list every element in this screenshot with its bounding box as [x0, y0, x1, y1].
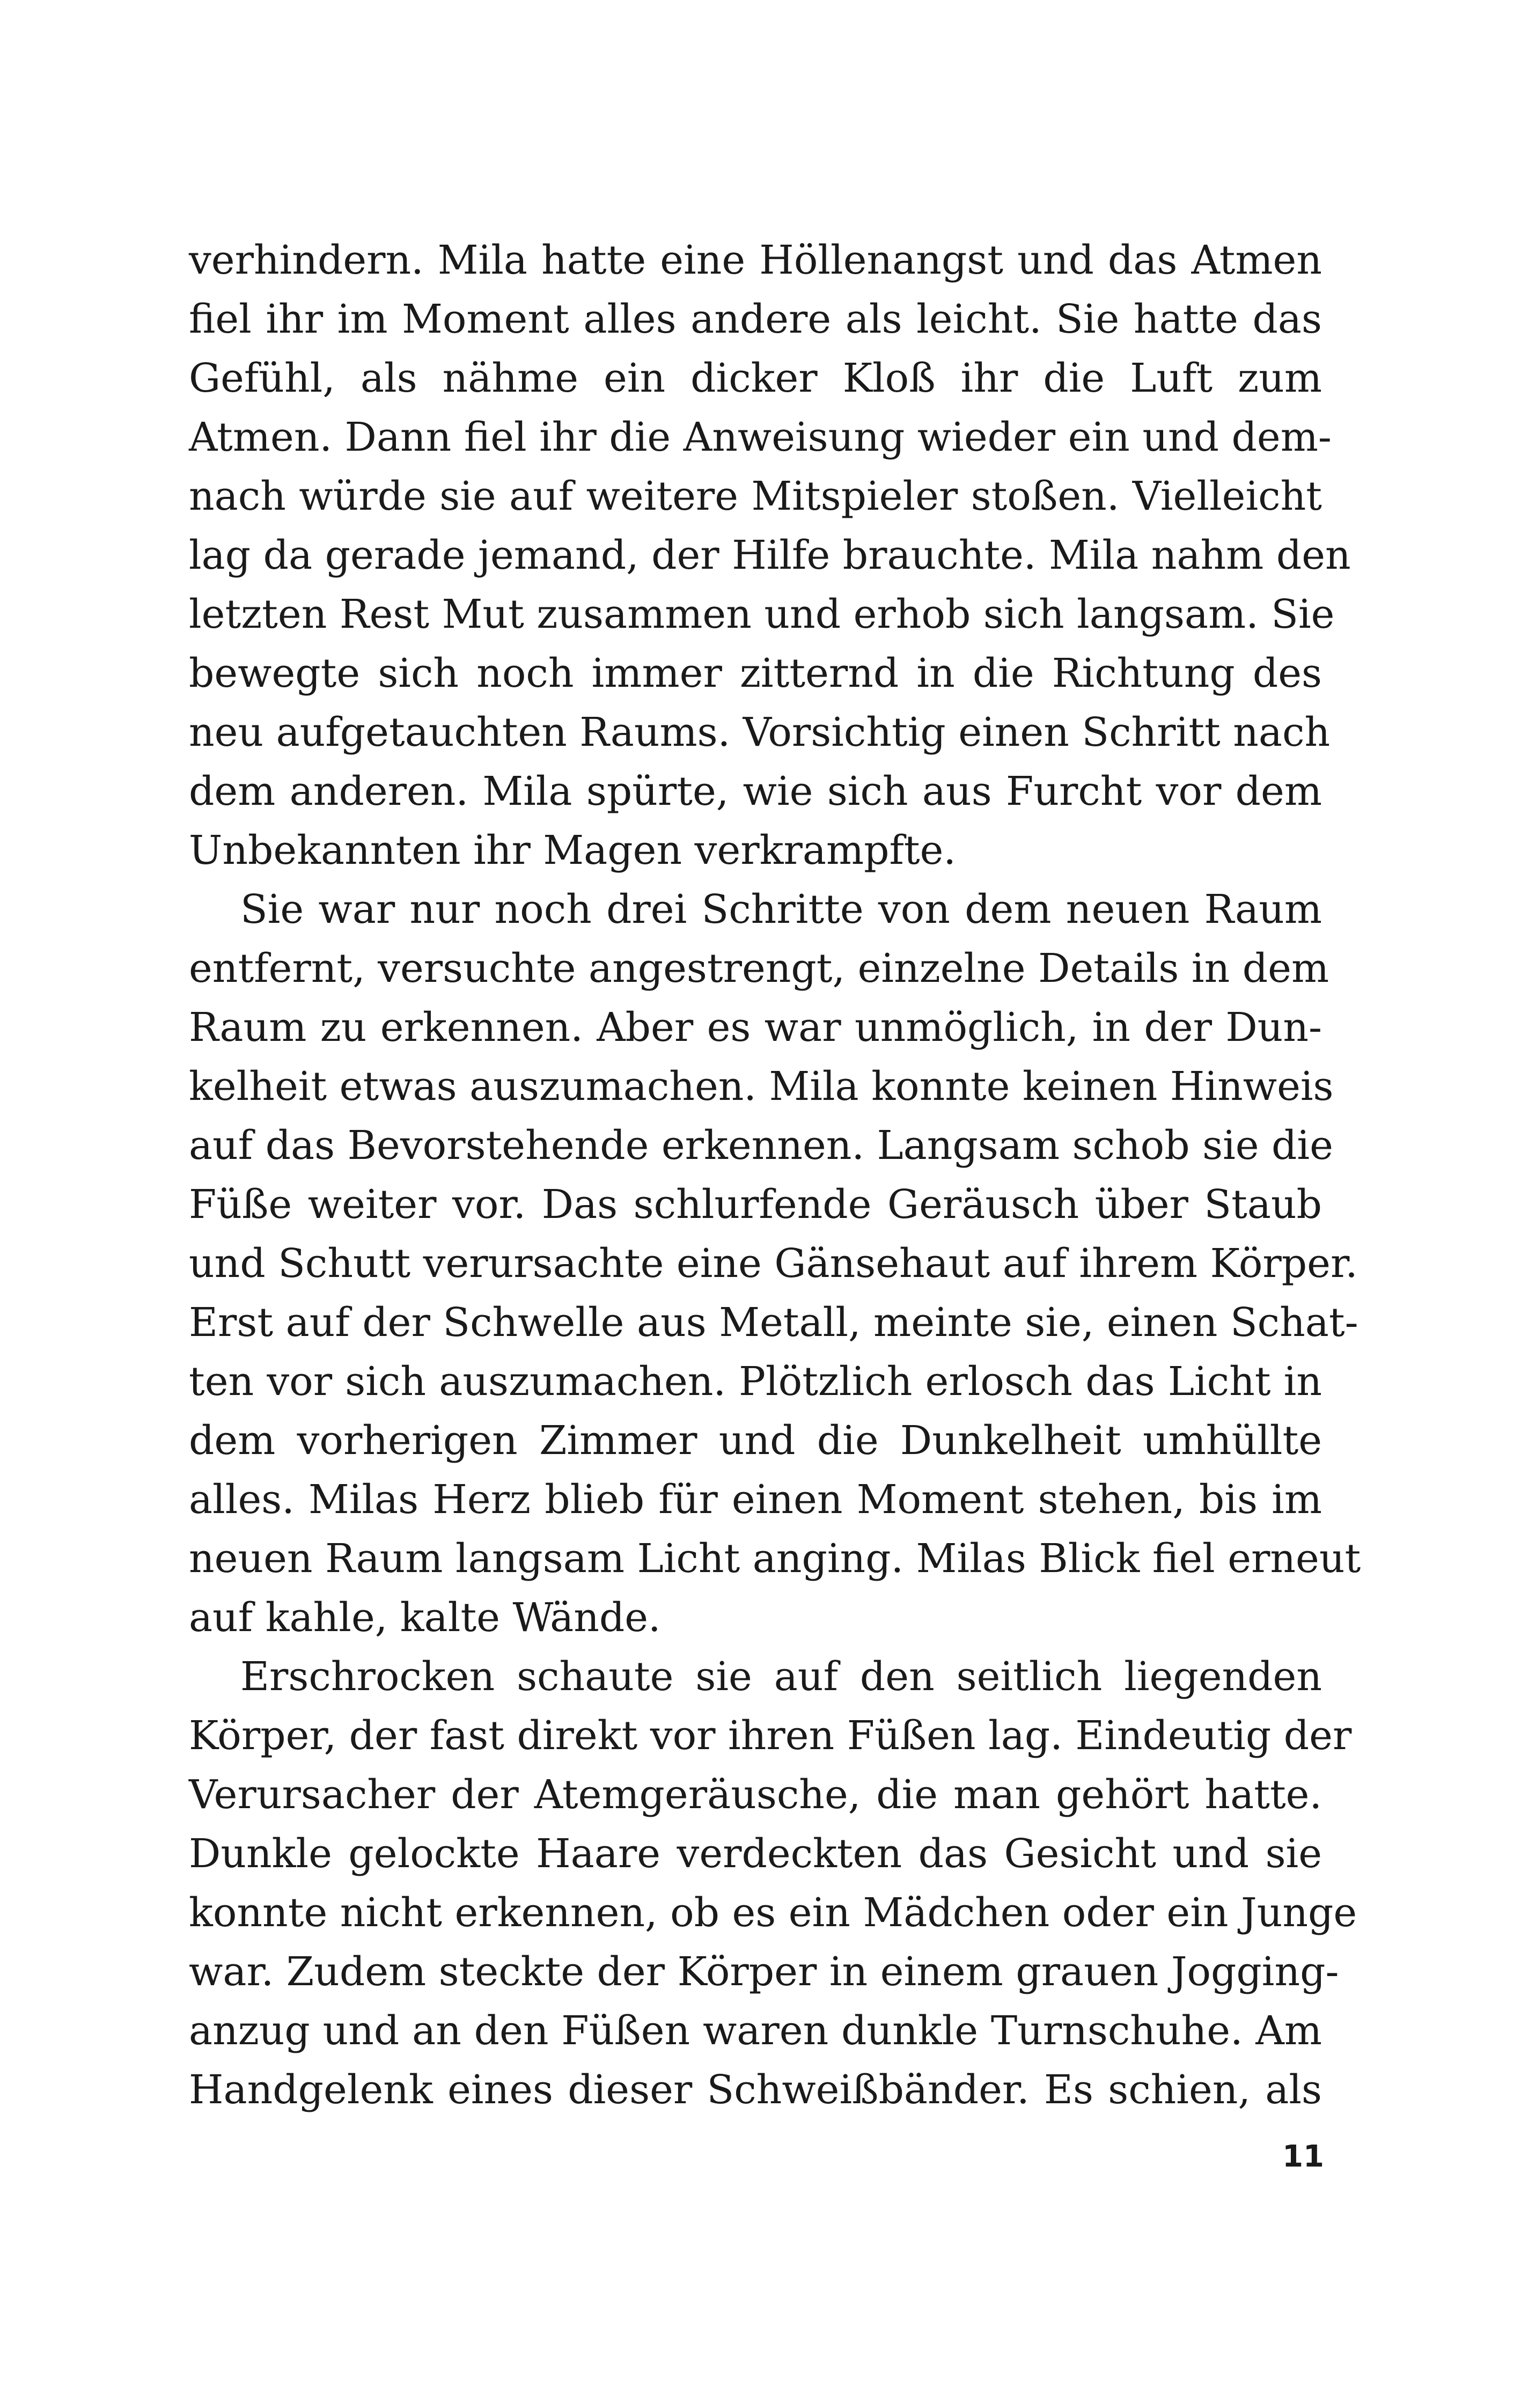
- text-line: Handgelenk eines dieser Schweißbänder. Es schien, als: [189, 2067, 1322, 2113]
- text-line: und Schutt verursachte eine Gänsehaut auf ihrem Körper.: [189, 1240, 1358, 1287]
- text-line: fiel ihr im Moment alles andere als leicht. Sie hatte das: [189, 296, 1322, 342]
- text-line: Dunkle gelockte Haare verdeckten das Gesicht und sie: [189, 1831, 1322, 1877]
- text-line: lag da gerade jemand, der Hilfe brauchte. Mila nahm den: [189, 532, 1351, 578]
- paragraph: [189, 1647, 1357, 2119]
- text-line: neu aufgetauchten Raums. Vorsichtig einen Schritt nach: [189, 709, 1331, 755]
- text-line: dem vorherigen Zimmer und die Dunkelheit umhüllte: [189, 1418, 1322, 1464]
- text-line: bewegte sich noch immer zitternd in die Richtung des: [189, 650, 1322, 696]
- text-line: kelheit etwas auszumachen. Mila konnte keinen Hinweis: [189, 1063, 1334, 1110]
- text-line: war. Zudem steckte der Körper in einem grauen Jogging-: [189, 1949, 1339, 1995]
- text-line: auf kahle, kalte Wände.: [189, 1595, 661, 1641]
- text-line: Körper, der fast direkt vor ihren Füßen lag. Eindeutig der: [189, 1713, 1352, 1759]
- paragraph: [189, 231, 1351, 880]
- text-line: letzten Rest Mut zusammen und erhob sich langsam. Sie: [189, 591, 1335, 637]
- text-line: alles. Milas Herz blieb für einen Moment stehen, bis im: [189, 1477, 1322, 1523]
- text-line: dem anderen. Mila spürte, wie sich aus Furcht vor dem: [189, 768, 1322, 814]
- page-number: 11: [1282, 2139, 1324, 2174]
- text-line: Erst auf der Schwelle aus Metall, meinte sie, einen Schat-: [189, 1300, 1358, 1346]
- text-line: Raum zu erkennen. Aber es war unmöglich, in der Dun-: [189, 1004, 1322, 1051]
- body-text: [189, 231, 1361, 2119]
- text-line: Gefühl, als nähme ein dicker Kloß ihr die Luft zum: [189, 355, 1322, 401]
- text-line: ten vor sich auszumachen. Plötzlich erlosch das Licht in: [189, 1359, 1322, 1405]
- text-line: Verursacher der Atemgeräusche, die man gehört hatte.: [189, 1772, 1322, 1818]
- text-line: Atmen. Dann fiel ihr die Anweisung wieder ein und dem-: [189, 414, 1332, 460]
- text-line: Erschrocken schaute sie auf den seitlich liegenden: [240, 1654, 1322, 1700]
- text-line: Unbekannten ihr Magen verkrampfte.: [189, 827, 956, 873]
- text-line: entfernt, versuchte angestrengt, einzelne Details in dem: [189, 945, 1329, 992]
- text-line: Füße weiter vor. Das schlurfende Geräusch über Staub: [189, 1181, 1322, 1228]
- paragraph: [189, 880, 1361, 1647]
- text-line: verhindern. Mila hatte eine Höllenangst und das Atmen: [189, 237, 1322, 283]
- text-line: neuen Raum langsam Licht anging. Milas Blick fiel erneut: [189, 1536, 1361, 1582]
- text-line: auf das Bevorstehende erkennen. Langsam schob sie die: [189, 1122, 1333, 1169]
- text-line: anzug und an den Füßen waren dunkle Turnschuhe. Am: [189, 2008, 1322, 2054]
- text-line: nach würde sie auf weitere Mitspieler stoßen. Vielleicht: [189, 473, 1322, 519]
- text-line: konnte nicht erkennen, ob es ein Mädchen oder ein Junge: [189, 1890, 1357, 1936]
- text-line: Sie war nur noch drei Schritte von dem neuen Raum: [240, 886, 1322, 933]
